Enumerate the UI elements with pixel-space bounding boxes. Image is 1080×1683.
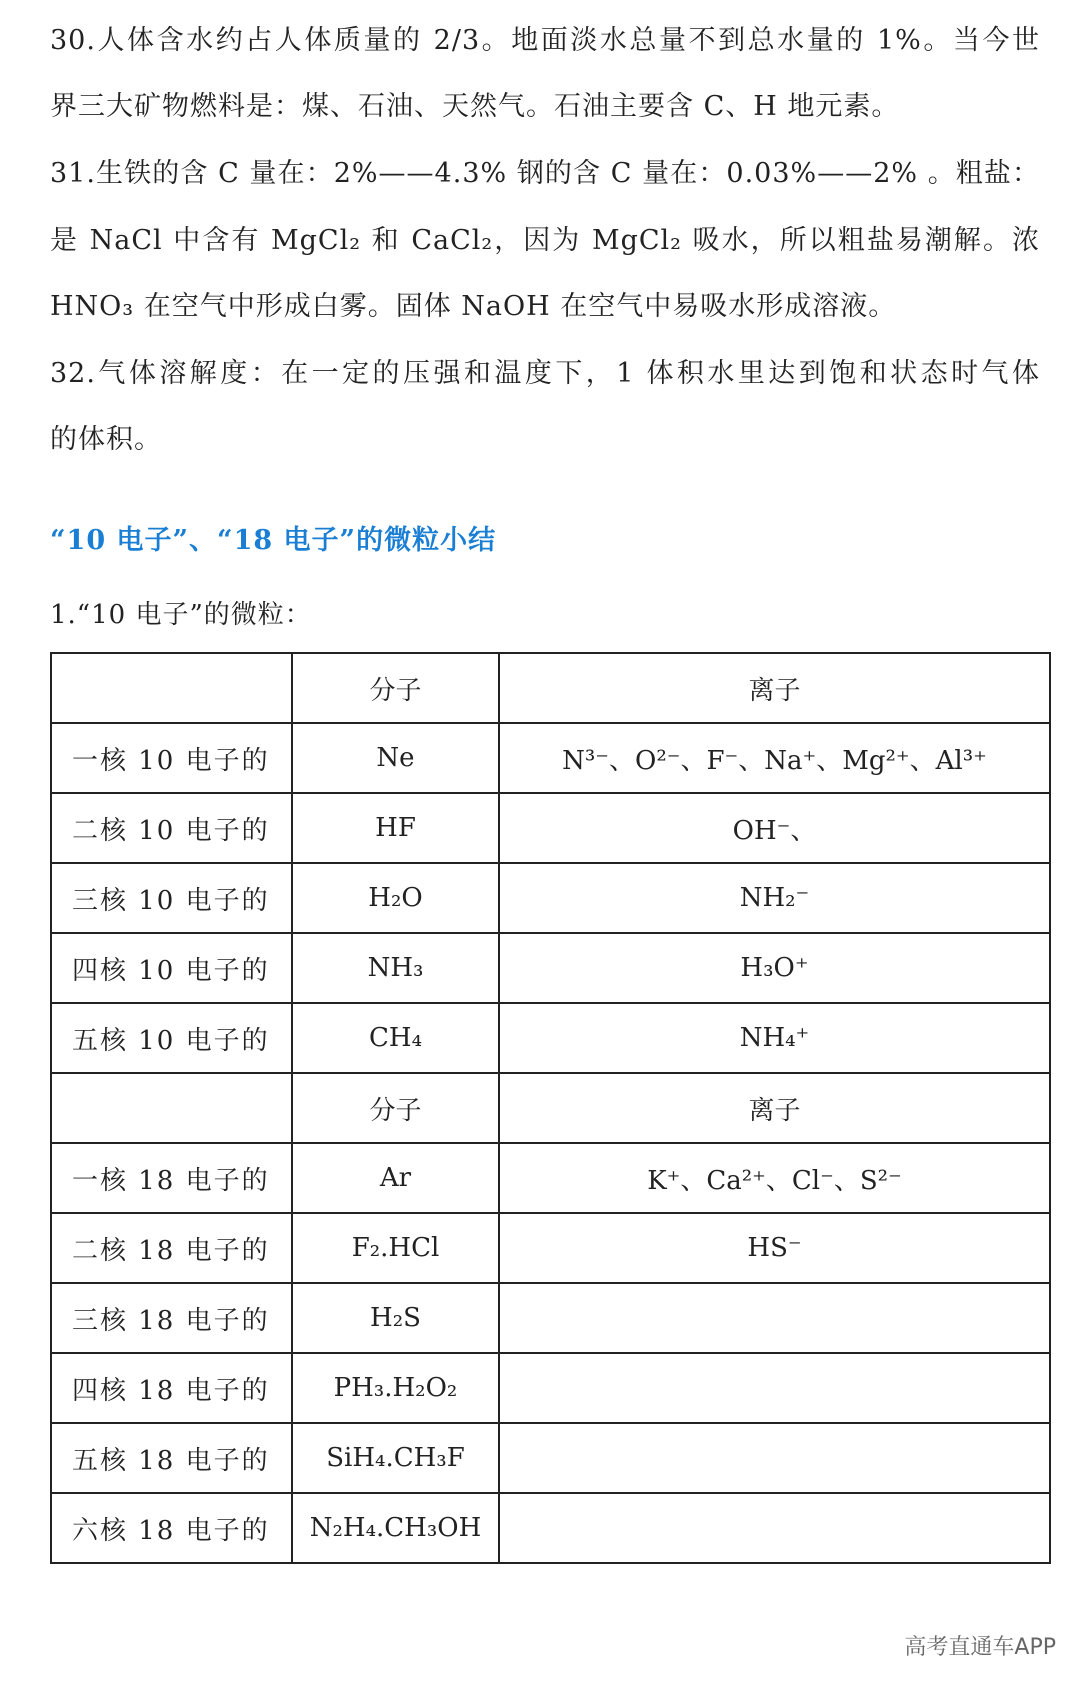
table-cell-label: 六核 18 电子的 bbox=[51, 1493, 292, 1563]
table-cell-ion: K⁺、Ca²⁺、Cl⁻、S²⁻ bbox=[499, 1143, 1050, 1213]
table-cell-molecule: N₂H₄.CH₃OH bbox=[292, 1493, 499, 1563]
table-cell-ion: 离子 bbox=[499, 1073, 1050, 1143]
table-cell-ion bbox=[499, 1493, 1050, 1563]
paragraph-30-line-2: 界三大矿物燃料是：煤、石油、天然气。石油主要含 C、H 地元素。 bbox=[50, 91, 900, 122]
table-header-row bbox=[51, 653, 1050, 723]
table-cell-label: 五核 10 电子的 bbox=[51, 1003, 292, 1073]
table-cell-ion: NH₂⁻ bbox=[499, 863, 1050, 933]
table-cell-label: 四核 10 电子的 bbox=[51, 933, 292, 1003]
table-cell-label: 二核 10 电子的 bbox=[51, 793, 292, 863]
paragraph-32-line-2: 的体积。 bbox=[50, 424, 162, 455]
table-cell-ion: N³⁻、O²⁻、F⁻、Na⁺、Mg²⁺、Al³⁺ bbox=[499, 723, 1050, 793]
table-cell-label: 一核 10 电子的 bbox=[51, 723, 292, 793]
paragraph-31-line-2: 是 NaCl 中含有 MgCl₂ 和 CaCl₂，因为 MgCl₂ 吸水，所以粗盐易潮解。浓 bbox=[50, 225, 1040, 256]
table-row bbox=[51, 863, 1050, 933]
table-cell-molecule: H₂S bbox=[292, 1283, 499, 1353]
table-cell-molecule: PH₃.H₂O₂ bbox=[292, 1353, 499, 1423]
table-cell-molecule: NH₃ bbox=[292, 933, 499, 1003]
table-cell-ion: OH⁻、 bbox=[499, 793, 1050, 863]
table-cell-ion: NH₄⁺ bbox=[499, 1003, 1050, 1073]
table-row bbox=[51, 793, 1050, 863]
paragraph-31-line-1: 31.生铁的含 C 量在：2%——4.3% 钢的含 C 量在：0.03%——2% 。粗盐： bbox=[50, 158, 1040, 189]
table-row bbox=[51, 1283, 1050, 1353]
table-cell-label: 二核 18 电子的 bbox=[51, 1213, 292, 1283]
table-row bbox=[51, 933, 1050, 1003]
table-cell-ion: HS⁻ bbox=[499, 1213, 1050, 1283]
table-cell-label: 五核 18 电子的 bbox=[51, 1423, 292, 1493]
table-cell-ion bbox=[499, 1283, 1050, 1353]
table-cell-molecule: F₂.HCl bbox=[292, 1213, 499, 1283]
sub-heading: 1.“10 电子”的微粒： bbox=[50, 600, 312, 630]
table-row bbox=[51, 1493, 1050, 1563]
section-heading: “10 电子”、“18 电子”的微粒小结 bbox=[50, 525, 497, 556]
table-cell-ion: H₃O⁺ bbox=[499, 933, 1050, 1003]
paragraph-31-line-3: HNO₃ 在空气中形成白雾。固体 NaOH 在空气中易吸水形成溶液。 bbox=[50, 291, 897, 322]
table-cell-molecule: Ar bbox=[292, 1143, 499, 1213]
table-cell-molecule: 分子 bbox=[292, 1073, 499, 1143]
electron-particles-table bbox=[50, 652, 1051, 1564]
app-watermark: 高考直通车APP bbox=[904, 1635, 1056, 1660]
table-header-row bbox=[51, 1073, 1050, 1143]
paragraph-32-line-1: 32.气体溶解度：在一定的压强和温度下，1 体积水里达到饱和状态时气体 bbox=[50, 358, 1040, 389]
table-cell-label bbox=[51, 653, 292, 723]
table-row bbox=[51, 1353, 1050, 1423]
table-cell-label bbox=[51, 1073, 292, 1143]
table-row bbox=[51, 1003, 1050, 1073]
table-cell-molecule: CH₄ bbox=[292, 1003, 499, 1073]
table-row bbox=[51, 1143, 1050, 1213]
table-row bbox=[51, 1423, 1050, 1493]
table-cell-molecule: Ne bbox=[292, 723, 499, 793]
table-cell-molecule: SiH₄.CH₃F bbox=[292, 1423, 499, 1493]
table-cell-label: 三核 10 电子的 bbox=[51, 863, 292, 933]
table-cell-ion bbox=[499, 1423, 1050, 1493]
table-row bbox=[51, 723, 1050, 793]
table-cell-molecule: HF bbox=[292, 793, 499, 863]
table-cell-label: 一核 18 电子的 bbox=[51, 1143, 292, 1213]
table-row bbox=[51, 1213, 1050, 1283]
table-cell-label: 四核 18 电子的 bbox=[51, 1353, 292, 1423]
table-cell-label: 三核 18 电子的 bbox=[51, 1283, 292, 1353]
table-cell-molecule: 分子 bbox=[292, 653, 499, 723]
paragraph-30-line-1: 30.人体含水约占人体质量的 2/3。地面淡水总量不到总水量的 1%。当今世 bbox=[50, 25, 1040, 56]
table-cell-ion bbox=[499, 1353, 1050, 1423]
table-cell-molecule: H₂O bbox=[292, 863, 499, 933]
table-cell-ion: 离子 bbox=[499, 653, 1050, 723]
